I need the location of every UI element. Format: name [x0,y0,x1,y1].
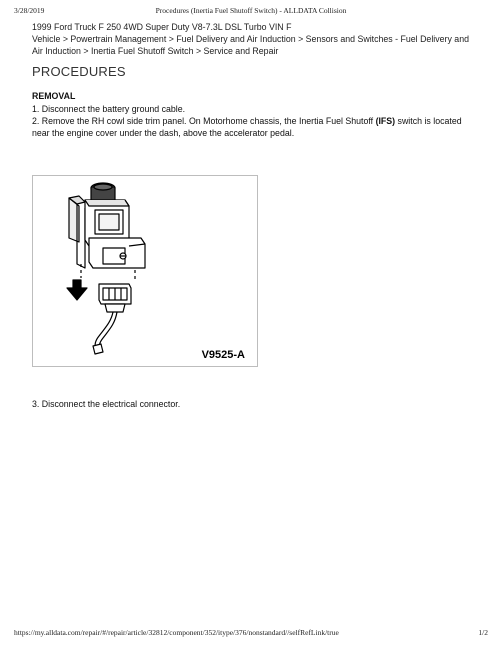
print-footer [14,628,488,640]
inertia-switch-connector-illustration [33,176,257,366]
figure-label: V9525-A [201,349,245,361]
breadcrumb-item-ifs-switch[interactable]: Inertia Fuel Shutoff Switch [90,46,194,57]
print-url: https://my.alldata.com/repair/#/repair/article/32812/component/352/itype/376/nonstandard//selfRefLink/true [14,628,339,637]
vehicle-title: 1999 Ford Truck F 250 4WD Super Duty V8-7.3L DSL Turbo VIN F [32,22,292,32]
breadcrumb-item-powertrain[interactable]: Powertrain Management [70,34,167,44]
step-3: 3. Disconnect the electrical connector. [32,399,181,409]
breadcrumb [32,33,477,58]
ifs-abbrev: (IFS) [375,116,396,126]
step-2-text: 2. Remove the RH cowl side trim panel. On Motorhome chassis, the Inertia Fuel Shutoff [32,116,376,126]
section-title: PROCEDURES [32,64,126,79]
breadcrumb-item-sensors[interactable]: Sensors and Switches - Fuel Delivery and Air Induction [32,34,469,57]
breadcrumb-item-vehicle[interactable]: Vehicle [32,34,61,44]
step-2 [32,115,480,140]
procedure-figure [32,175,258,367]
breadcrumb-separator: > [62,34,71,44]
page-number: 1/2 [478,628,488,637]
step-2-text-end: switch is located near the engine cover under the dash, above the accelerator pedal. [32,116,462,139]
print-date: 3/28/2019 [14,6,45,15]
print-header [14,6,488,18]
breadcrumb-item-service-repair[interactable]: Service and Repair [203,46,279,57]
print-title: Procedures (Inertia Fuel Shutoff Switch) - ALLDATA Collision [155,6,347,15]
removal-heading: REMOVAL [32,91,76,101]
step-1: 1. Disconnect the battery ground cable. [32,104,186,114]
breadcrumb-separator: > [83,46,91,57]
breadcrumb-separator: > [195,46,204,57]
breadcrumb-item-fuel-delivery[interactable]: Fuel Delivery and Air Induction [176,34,296,44]
breadcrumb-separator: > [298,34,306,44]
breadcrumb-separator: > [168,34,177,44]
